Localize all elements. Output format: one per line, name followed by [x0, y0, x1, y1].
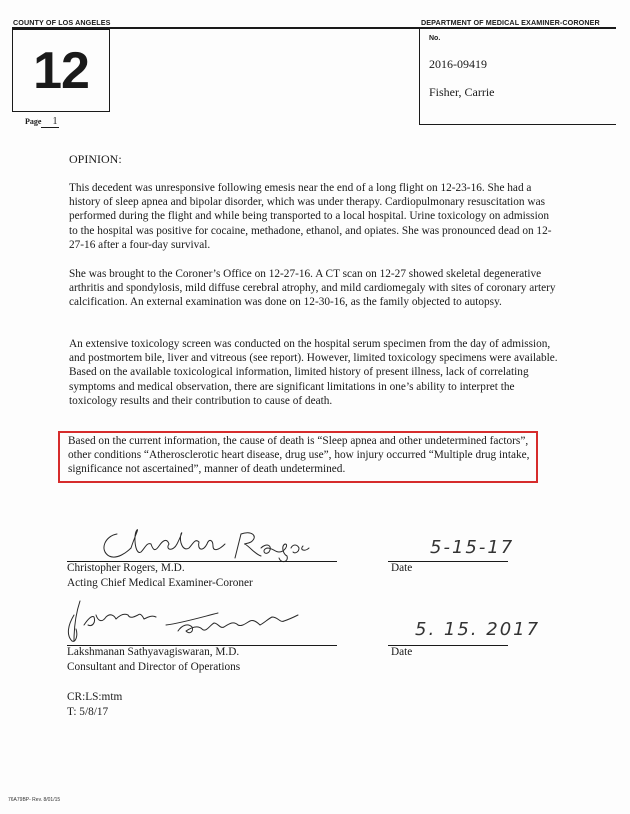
page-value: 1 — [41, 116, 59, 128]
page-number-large: 12 — [33, 41, 89, 100]
date-label: Date — [391, 562, 413, 574]
typist-initials-block — [67, 690, 122, 719]
page-indicator — [25, 116, 59, 128]
signature-rogers — [95, 522, 315, 564]
handwritten-date: 5-15-17 — [430, 537, 515, 558]
case-number: 2016-09419 — [429, 57, 487, 71]
opinion-paragraph: This decedent was unresponsive following emesis near the end of a long flight on 12-23-16. She had a history of sleep apnea and bipolar disorder, which was under therapy. Cardiopulmonary resuscitation was performed during the flight and while being transported to a local hospital. Urine toxicology on admission to the hospital was positive for cocaine, methadone, ethanol, and opiates. She was pronounced dead on 12-27-16 after a four-day survival. — [69, 182, 552, 251]
signer-title: Acting Chief Medical Examiner-Coroner — [67, 577, 253, 589]
signer-name: Christopher Rogers, M.D. — [67, 562, 185, 574]
form-code: 76A79BP- Rev. 8/01/15 — [8, 797, 61, 803]
signature-sathyavagiswaran — [62, 595, 322, 645]
case-number-label: No. — [429, 35, 441, 42]
typed-date: T: 5/8/17 — [67, 705, 109, 718]
department-name: DEPARTMENT OF MEDICAL EXAMINER-CORONER — [421, 18, 600, 27]
case-info-box — [419, 29, 616, 125]
page-number-box — [12, 29, 110, 112]
handwritten-date: 5. 15. 2017 — [415, 619, 541, 640]
page-label: Page — [25, 117, 42, 126]
county-name: COUNTY OF LOS ANGELES — [13, 18, 111, 27]
decedent-name: Fisher, Carrie — [429, 85, 495, 99]
opinion-heading: OPINION: — [69, 152, 122, 166]
date-label: Date — [391, 646, 413, 658]
signer-title: Consultant and Director of Operations — [67, 661, 241, 673]
opinion-paragraph: An extensive toxicology screen was conducted on the hospital serum specimen from the day of admission, and postmortem bile, liver and vitreous (see report). However, limited toxicology specimens were available. Based on the available toxicological information, limited history of present illness, lack of correlating symptoms and medical observation, there are significant limitations in one’s ability to interpret the toxicology results and their contribution to cause of death. — [69, 338, 558, 407]
opinion-paragraph: She was brought to the Coroner’s Office on 12-27-16. A CT scan on 12-27 showed skeletal degenerative arthritis and spondylosis, mild diffuse cerebral atrophy, and mild cardiomegaly with sites of coronary artery calcification. An external examination was done on 12-30-16, as the family objected to autopsy. — [69, 268, 556, 309]
typist-initials: CR:LS:mtm — [67, 691, 123, 703]
signer-name: Lakshmanan Sathyavagiswaran, M.D. — [67, 646, 240, 658]
cause-of-death-paragraph: Based on the current information, the cause of death is “Sleep apnea and other undetermined factors”, other conditions “Atherosclerotic heart disease, drug use”, how injury occurred “Multiple drug intake, significance not ascertained”, manner of death undetermined. — [68, 435, 530, 476]
